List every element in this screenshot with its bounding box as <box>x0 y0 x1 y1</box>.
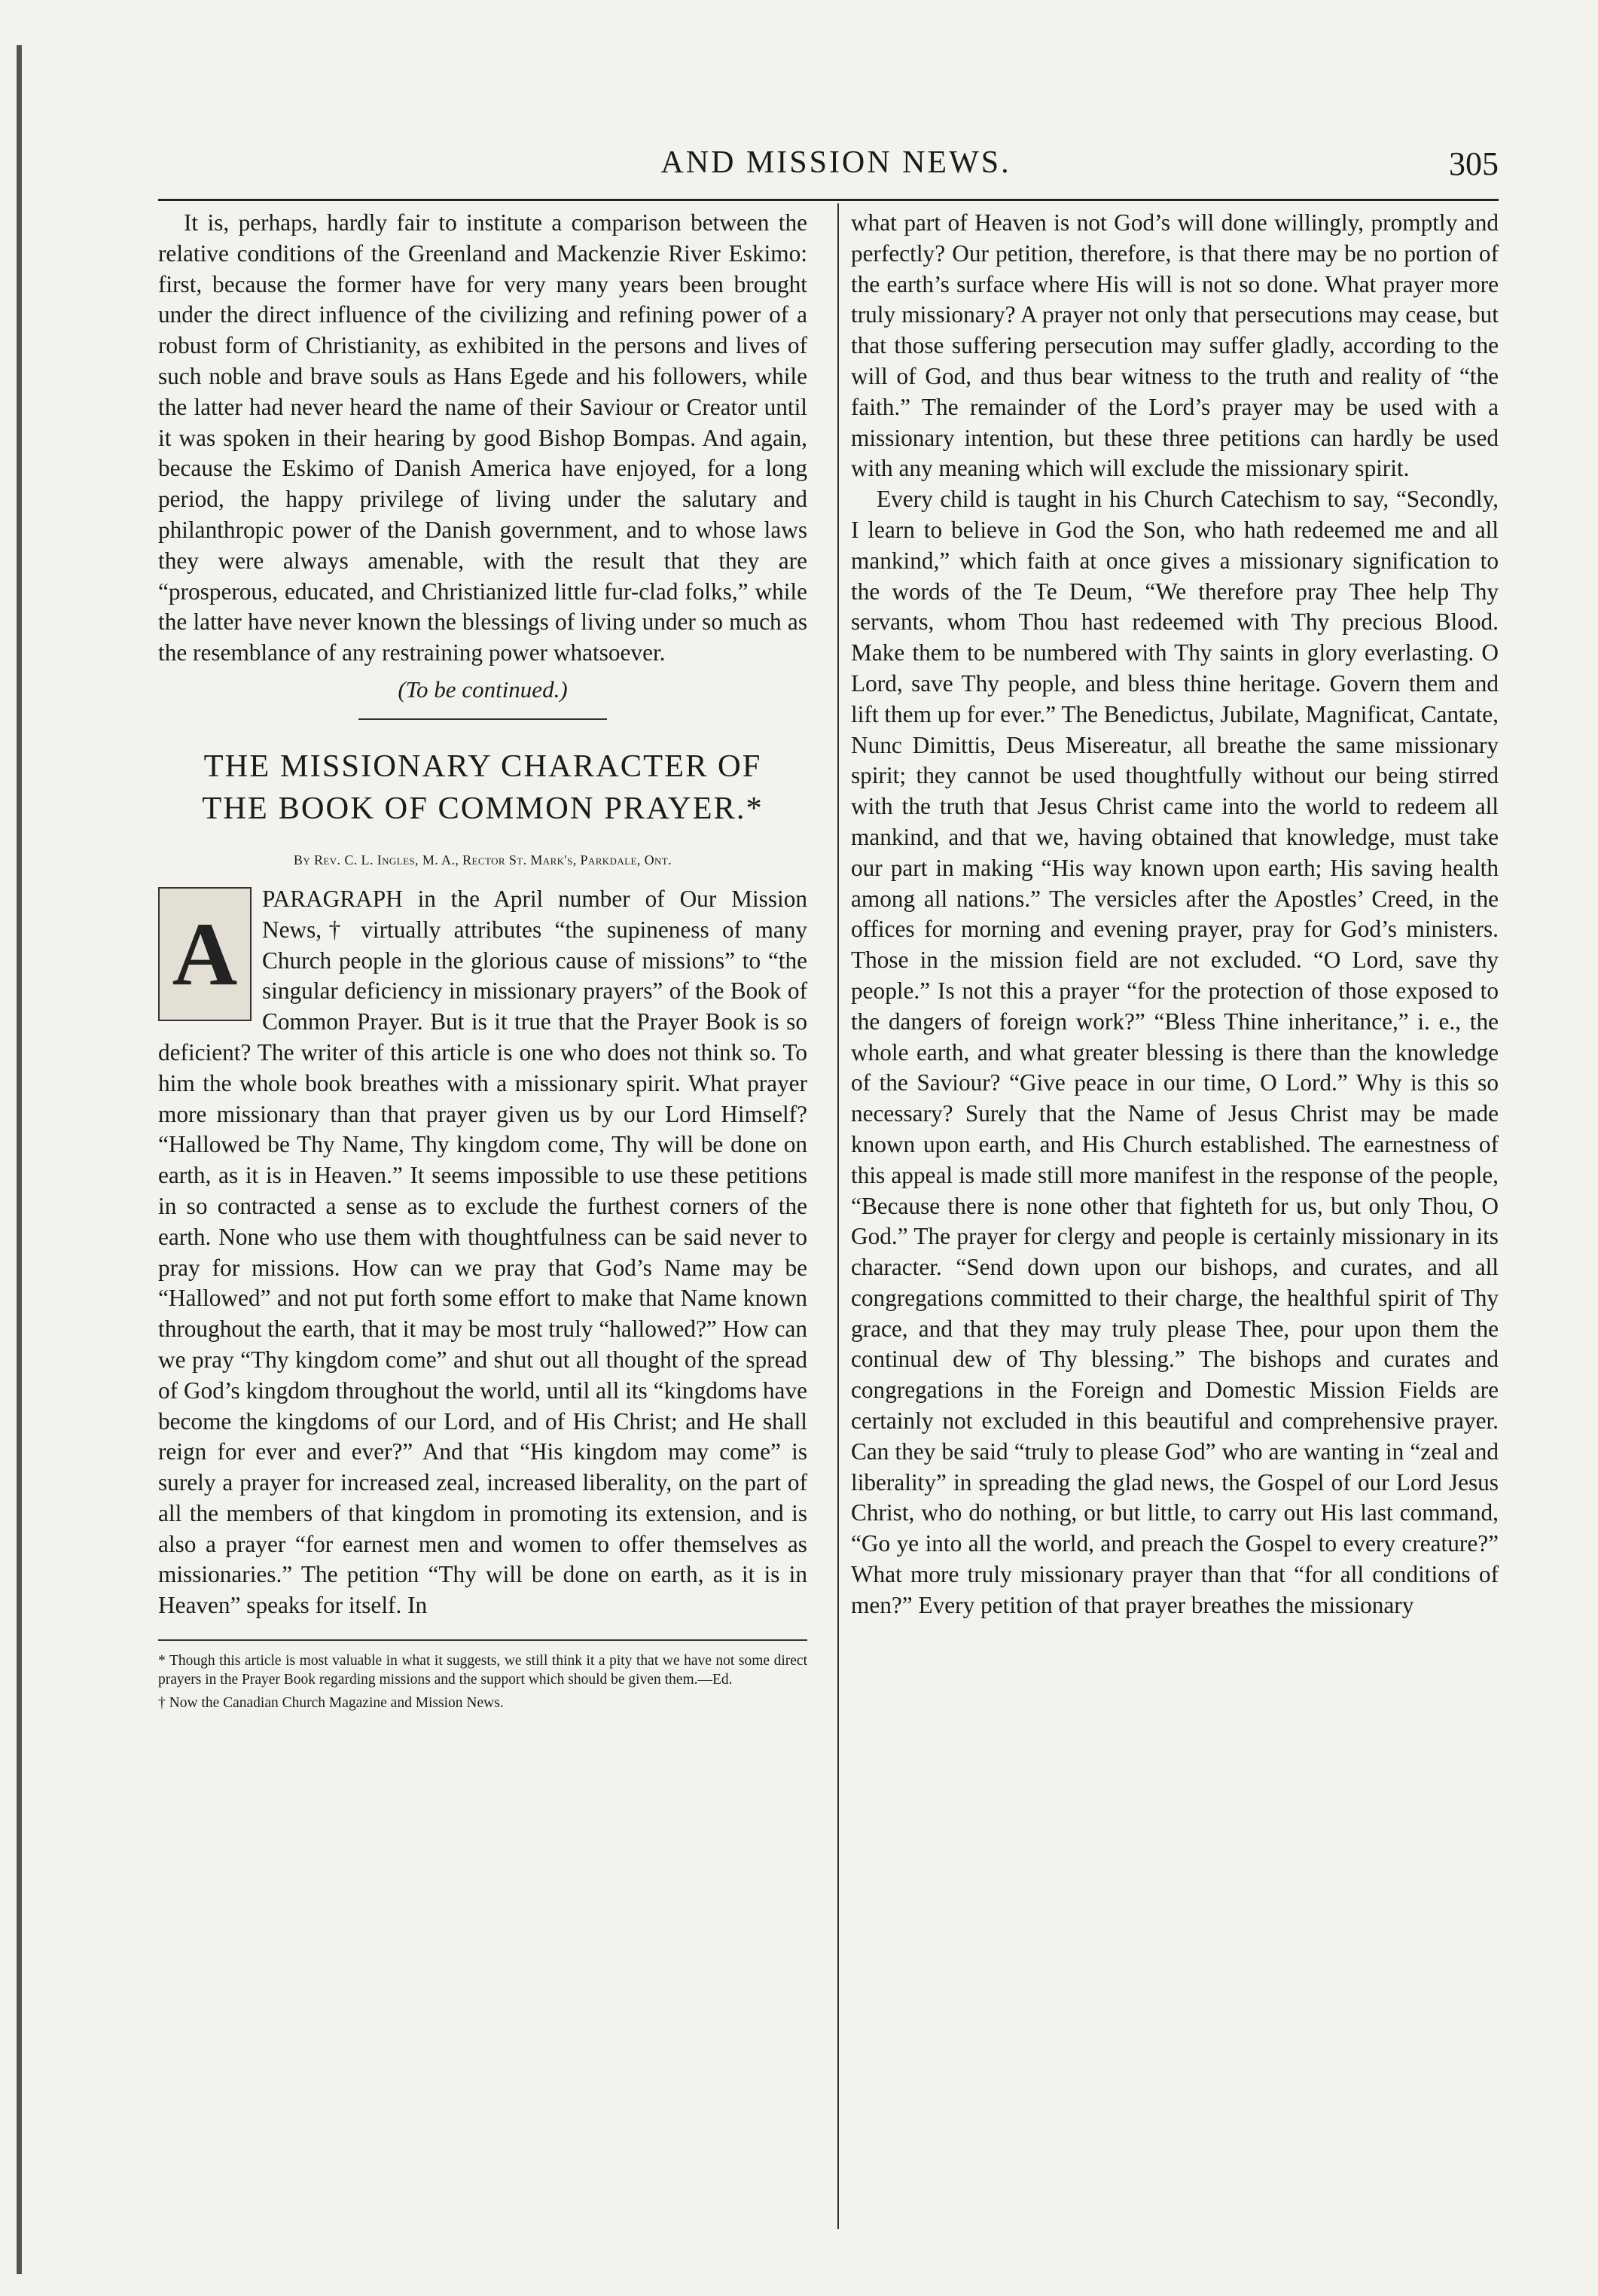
article-title-line-1: THE MISSIONARY CHARACTER OF <box>203 748 762 784</box>
continued-note: (To be continued.) <box>398 675 568 703</box>
section-divider <box>358 718 607 720</box>
header-rule <box>158 199 1499 201</box>
left-column <box>158 208 807 1717</box>
column-divider <box>837 203 839 2229</box>
footnote-magazine: † Now the Canadian Church Magazine and Mission News. <box>158 1695 504 1712</box>
page-header <box>158 145 1499 197</box>
footnotes <box>158 1639 807 1712</box>
footnote-editor: * Though this article is most valuable in what it suggests, we still think it a pity that we have not some direct prayers in the Prayer Book regarding missions and the support which should be given them.—Ed. <box>158 1653 807 1688</box>
article-paragraph: PARAGRAPH in the April number of Our Mission News,† virtually attributes “the supineness of many Church people in the glorious cause of missions” to “the singular deficiency in missionary prayers” of the Book of Common Prayer. But is it true that the Prayer Book is so deficient? The writer of this article is one who does not think so. To him the whole book breathes with a missionary spirit. What prayer more missionary than that prayer given us by our Lord Himself? “Hallowed be Thy Name, Thy kingdom come, Thy will be done on earth, as it is in Heaven.” It seems impossible to use these petitions in so contracted a sense as to exclude the furthest corners of the earth. None who use them with thoughtfulness can be said never to pray for missions. How can we pray that God’s Name may be “Hallowed” and not put forth some effort to make that Name known throughout the earth, that it may be most truly “hallowed?” How can we pray “Thy kingdom come” and shut out all thought of the spread of God’s kingdom throughout the world, until all its “kingdoms have become the kingdoms of our Lord, and of His Christ; and He shall reign for ever and ever?” And that “His kingdom may come” is surely a prayer for increased zeal, increased liberality, on the part of all the members of that kingdom in promoting its extension, and is also a prayer “for earnest men and women to offer themselves as missionaries.” The petition “Thy will be done on earth, as it is in Heaven” speaks for itself. In <box>158 885 807 1619</box>
page-binding-edge <box>17 45 22 2274</box>
article-byline: By Rev. C. L. Ingles, M. A., Rector St. Mark's, Parkdale, Ont. <box>293 852 672 867</box>
right-paragraph-1: what part of Heaven is not God’s will done willingly, promptly and perfectly? Our petition, therefore, is that there may be no portion of the earth’s surface where His will is not so done. What prayer more truly missionary? A prayer not only that persecutions may cease, but that those suffering persecution may suffer gladly, according to the will of God, and thus bear witness to the truth and reality of “the faith.” The remainder of the Lord’s prayer may be used with a missionary intention, but these three petitions can hardly be used with any meaning which will exclude the missionary spirit. <box>851 209 1499 482</box>
article-body <box>158 884 807 1621</box>
drop-cap: A <box>158 887 252 1021</box>
right-column <box>851 208 1499 1621</box>
continued-paragraph: It is, perhaps, hardly fair to institute a comparison between the relative conditions of the Greenland and Mackenzie River Eskimo: first, because the former have for very many years been brought under the direct influence of the civilizing and refining power of a robust form of Christianity, as exhibited in the persons and lives of such noble and brave souls as Hans Egede and his followers, while the latter had never heard the name of their Saviour or Creator until it was spoken in their hearing by good Bishop Bompas. And again, because the Eskimo of Danish America have enjoyed, for a long period, the happy privilege of living under the salutary and philanthropic power of the Danish government, and to whose laws they were always amenable, with the result that they are “prosperous, educated, and Christianized little fur-clad folks,” while the latter have never known the blessings of living under so much as the resemblance of any restraining power whatsoever. <box>158 209 807 666</box>
running-head: AND MISSION NEWS. <box>660 145 1011 180</box>
page-number: 305 <box>1449 145 1499 182</box>
right-paragraph-2: Every child is taught in his Church Catechism to say, “Secondly, I learn to believe in God the Son, who hath redeemed me and all mankind,” which faith at once gives a missionary signification to the words of the Te Deum, “We therefore pray Thee help Thy servants, whom Thou hast redeemed with Thy precious Blood. Make them to be numbered with Thy saints in glory everlasting. O Lord, save Thy people, and bless thine heritage. Govern them and lift them up for ever.” The Benedictus, Jubilate, Magnificat, Cantate, Nunc Dimittis, Deus Misereatur, all breathe the same missionary spirit; they cannot be used thoughtfully without our being stirred with the truth that Jesus Christ came into the world to redeem all mankind, and that we, having obtained that knowledge, must take our part in making “His way known upon earth; His saving health among all nations.” The versicles after the Apostles’ Creed, in the offices for morning and evening prayer, pray for God’s ministers. Those in the mission field are not excluded. “O Lord, save thy people.” Is not this a prayer “for the protection of those exposed to the dangers of foreign work?” “Bless Thine inheritance,” i. e., the whole earth, and what greater blessing is there than the knowledge of the Saviour? “Give peace in our time, O Lord.” Why is this so necessary? Surely that the Name of Jesus Christ may be made known upon earth, and His Church established. The earnestness of this appeal is made still more manifest in the response of the people, “Because there is none other that fighteth for us, but only Thou, O God.” The prayer for clergy and people is certainly missionary in its character. “Send down upon our bishops, and curates, and all congregations committed to their charge, the healthful spirit of Thy grace, and that they may truly please Thee, pour upon them the continual dew of Thy blessing.” The bishops and curates and congregations in the Foreign and Domestic Mission Fields are certainly not excluded in this beautiful and comprehensive prayer. Can they be said “truly to please God” who are wanting in “zeal and liberality” in spreading the glad news, the Gospel of our Lord Jesus Christ, who do nothing, or but little, to carry out His last command, “Go ye into all the world, and preach the Gospel to every creature?” What more truly missionary prayer than that “for all conditions of men?” Every petition of that prayer breathes the missionary <box>851 486 1499 1618</box>
article-title-line-2: THE BOOK OF COMMON PRAYER.* <box>202 790 764 826</box>
